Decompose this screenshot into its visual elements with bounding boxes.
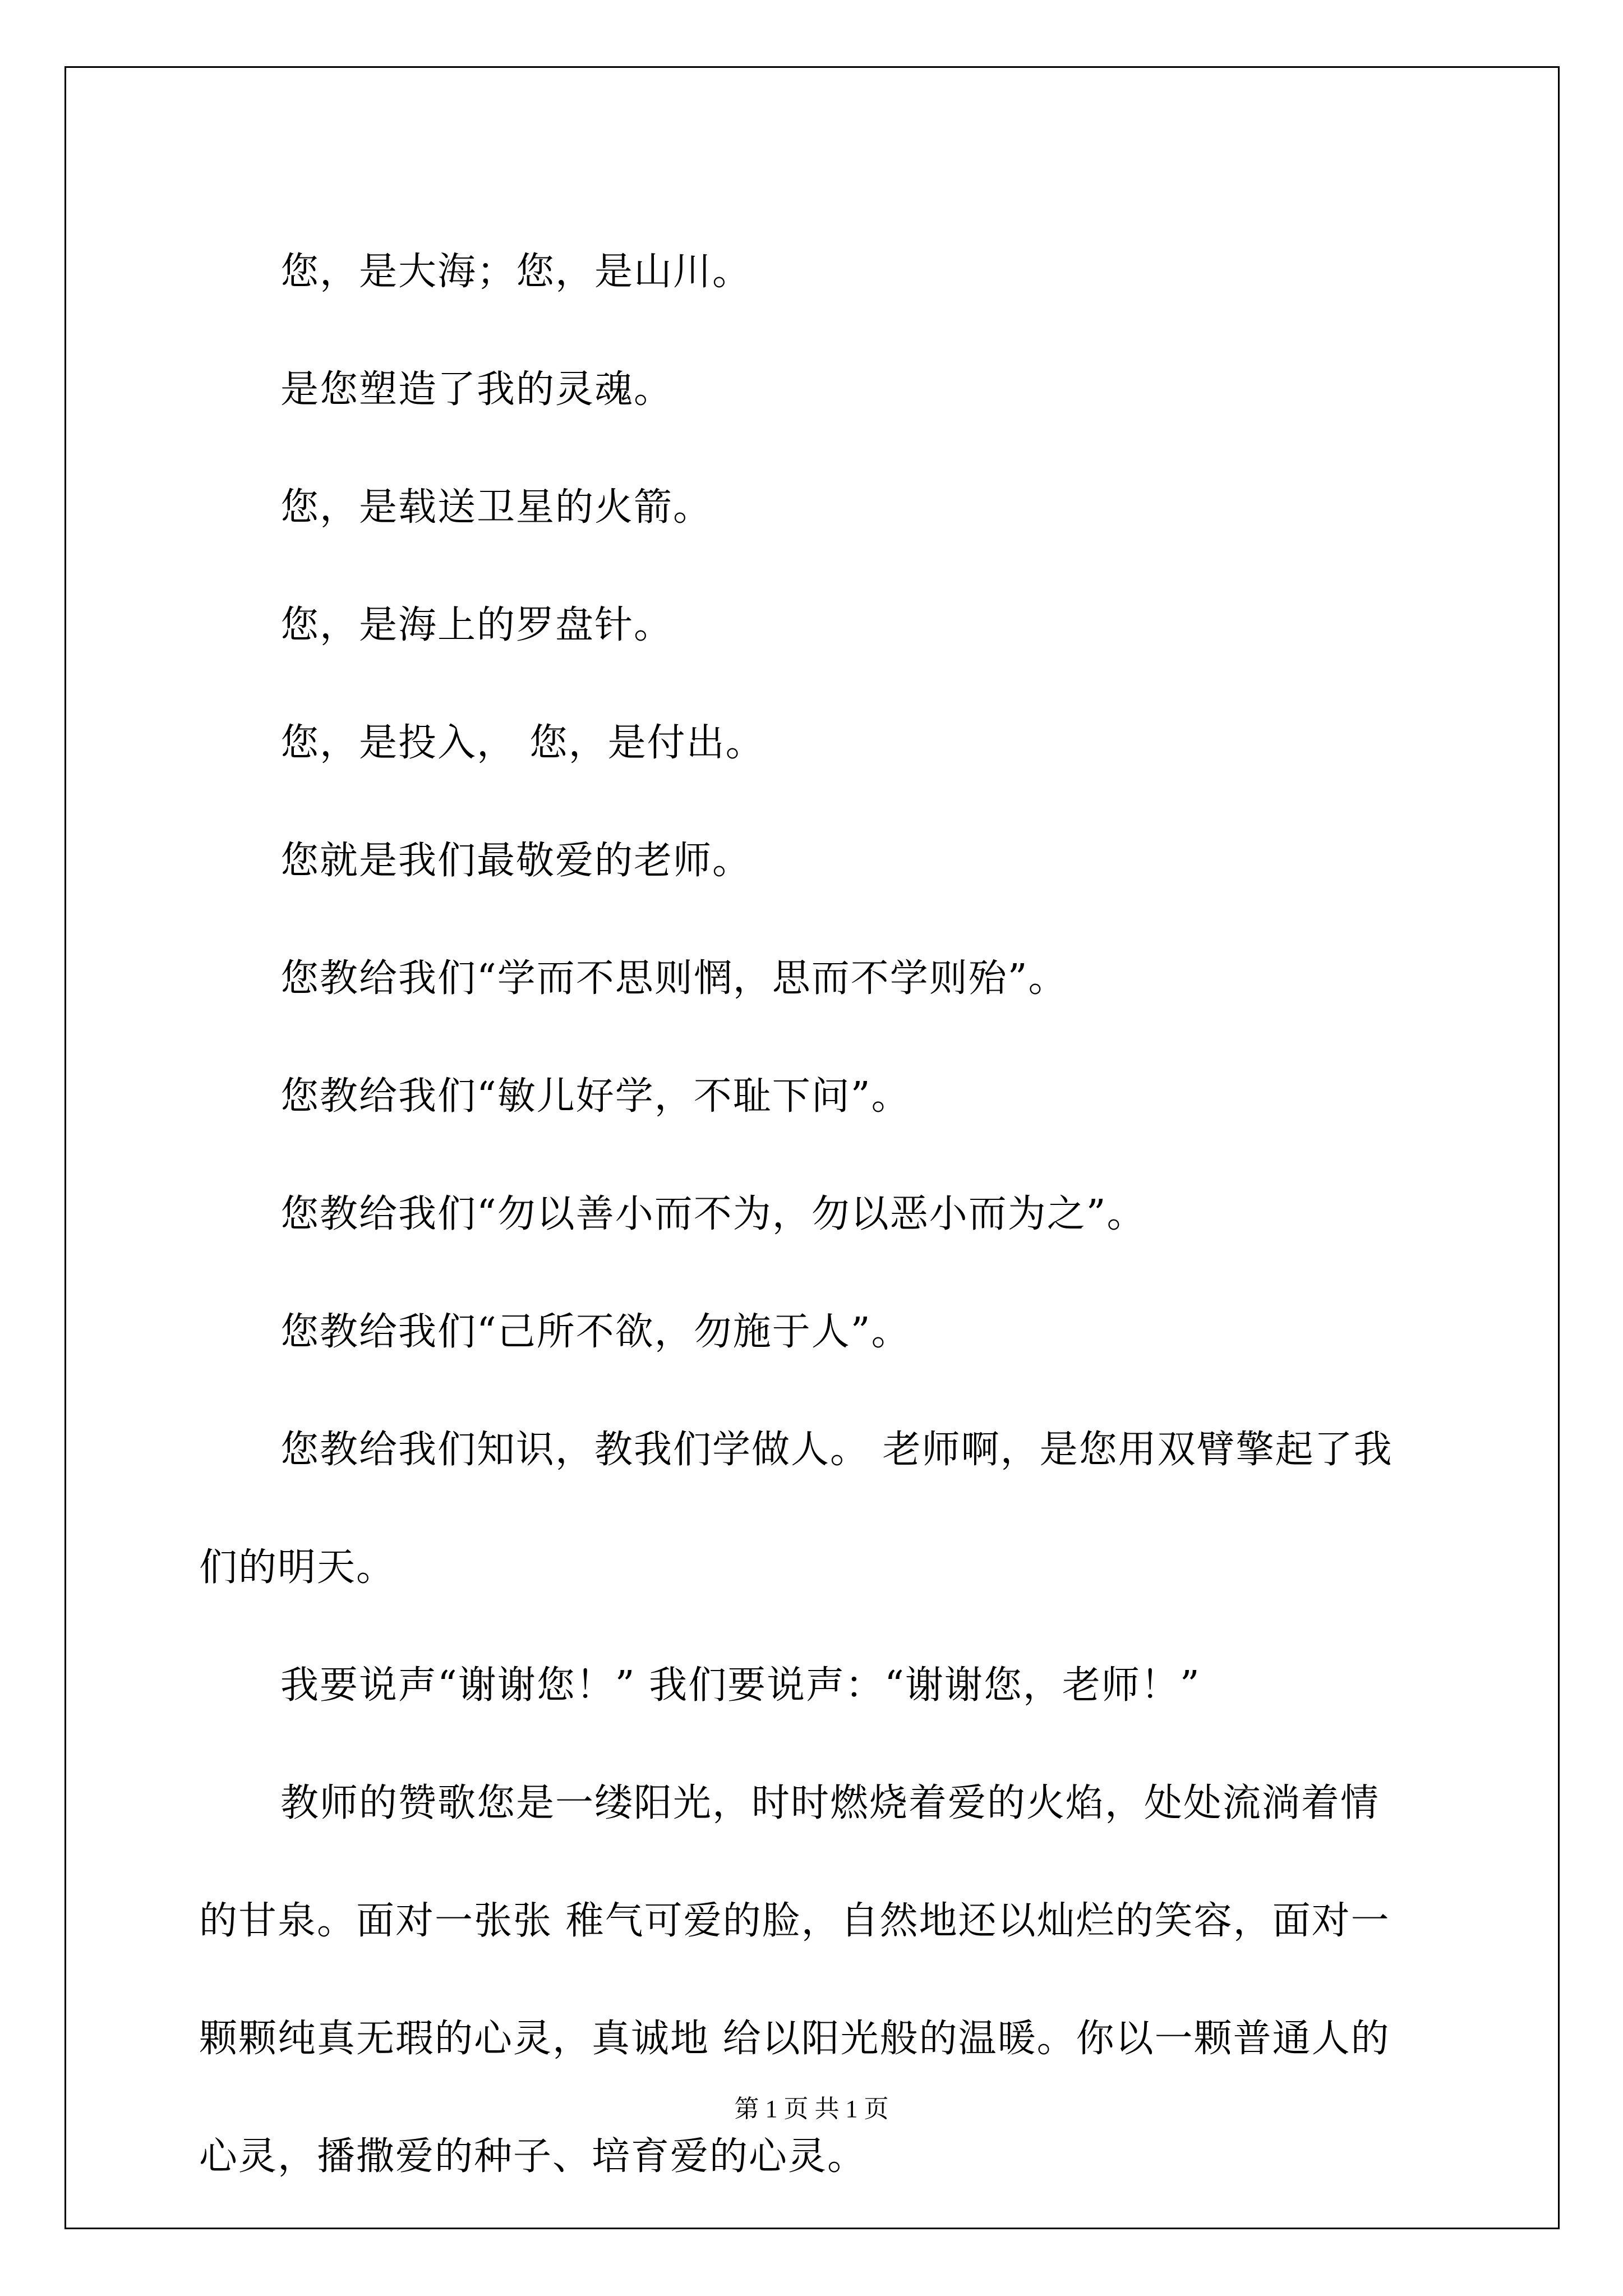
text-line: 您就是我们最敬爱的老师。 [280,839,752,883]
text-line: 您教给我们“敏儿好学，不耻下问”。 [280,1074,911,1119]
text-line: 您教给我们“己所不欲，勿施于人”。 [280,1310,911,1354]
text-line: 们的明天。 [199,1545,396,1590]
text-line: 心灵，播撒爱的种子、培育爱的心灵。 [199,2134,867,2179]
document-body [199,213,1427,2216]
text-line: 您，是投入， 您，是付出。 [280,721,765,765]
text-line: 颗颗纯真无瑕的心灵，真诚地 给以阳光般的温暖。你以一颗普通人的 [199,2017,1390,2061]
text-line: 的甘泉。面对一张张 稚气可爱的脸，自然地还以灿烂的笑容，面对一 [199,1899,1390,1943]
text-line: 您，是海上的罗盘针。 [280,603,674,647]
text-line: 您教给我们“学而不思则惘，思而不学则殆”。 [280,956,1068,1001]
text-line: 您，是载送卫星的火箭。 [280,485,713,530]
text-line: 我要说声“谢谢您！” 我们要说声：“谢谢您，老师！” [280,1663,1201,1708]
text-line: 教师的赞歌您是一缕阳光，时时燃烧着爱的火焰，处处流淌着情 [280,1781,1380,1825]
text-line: 是您塑造了我的灵魂。 [280,367,674,412]
text-line: 您教给我们知识，教我们学做人。 老师啊，是您用双臂擎起了我 [280,1428,1393,1472]
page-number-footer: 第 1 页 共 1 页 [734,2095,889,2123]
text-line: 您，是大海；您，是山川。 [280,250,752,294]
text-line: 您教给我们“勿以善小而不为，勿以恶小而为之”。 [280,1192,1146,1236]
